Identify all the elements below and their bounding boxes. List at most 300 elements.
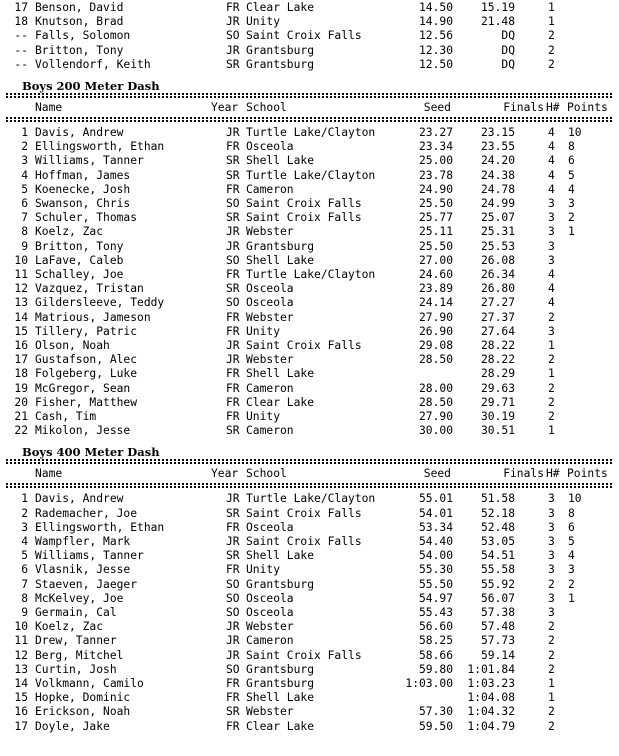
year-cell: FR — [226, 691, 240, 705]
finals-cell: 24.99 — [480, 197, 515, 210]
year-cell: SR — [226, 506, 240, 520]
finals-cell: 51.58 — [480, 492, 515, 506]
result-row — [8, 492, 619, 506]
heat-cell: 3 — [548, 239, 555, 253]
heat-cell: 3 — [548, 563, 555, 577]
heat-cell: 4 — [548, 154, 555, 168]
year-cell: FR — [226, 381, 240, 395]
finals-cell: 24.78 — [480, 182, 515, 196]
school-cell: Saint Croix Falls — [246, 339, 362, 352]
place-cell: 12 — [14, 282, 28, 296]
finals-cell: 23.15 — [480, 126, 515, 139]
result-row — [8, 578, 619, 592]
year-header: Year — [211, 101, 239, 114]
year-cell: SR — [226, 57, 240, 71]
result-row — [8, 507, 619, 521]
year-cell: FR — [226, 410, 240, 423]
section-divider — [6, 93, 612, 98]
seed-cell: 58.25 — [418, 634, 453, 648]
school-cell: Turtle Lake/Clayton — [246, 126, 376, 139]
finals-cell: 53.05 — [480, 535, 515, 548]
school-cell: Webster — [246, 310, 294, 324]
school-cell: Turtle Lake/Clayton — [246, 168, 376, 182]
heat-cell: 2 — [548, 662, 555, 676]
heat-cell: 2 — [548, 353, 555, 367]
school-cell: Grantsburg — [246, 239, 315, 253]
finals-cell: 24.38 — [480, 168, 515, 182]
place-cell: 14 — [14, 677, 28, 690]
year-header: Year — [211, 467, 239, 481]
finals-cell: 26.80 — [480, 282, 515, 296]
result-row — [8, 396, 619, 410]
finals-cell: 57.48 — [480, 620, 515, 634]
place-cell: 1 — [21, 126, 28, 139]
school-cell: Osceola — [246, 606, 294, 619]
finals-cell: 55.92 — [480, 577, 515, 591]
points-cell: 4 — [568, 549, 575, 563]
name-cell: McGregor, Sean — [35, 381, 131, 395]
seed-cell: 27.90 — [418, 310, 453, 324]
heat-cell: 1 — [548, 367, 555, 381]
result-row — [8, 705, 619, 719]
seed-cell: 12.56 — [418, 29, 453, 43]
heat-cell: 2 — [548, 57, 555, 71]
year-cell: FR — [226, 1, 240, 14]
year-cell: SO — [226, 662, 240, 676]
name-cell: Rademacher, Joe — [35, 506, 138, 520]
name-cell: Matrious, Jameson — [35, 310, 151, 324]
place-cell: 18 — [14, 15, 28, 29]
school-cell: Saint Croix Falls — [246, 29, 362, 43]
points-cell: 10 — [568, 492, 582, 506]
school-cell: Shell Lake — [246, 154, 315, 168]
result-row — [8, 169, 619, 183]
result-row — [8, 549, 619, 563]
place-cell: 6 — [21, 197, 28, 210]
name-cell: Cash, Tim — [35, 410, 97, 423]
result-row — [8, 311, 619, 325]
result-row — [8, 197, 619, 211]
school-cell: Unity — [246, 410, 281, 423]
result-row — [8, 563, 619, 577]
finals-cell: 30.51 — [480, 424, 515, 438]
result-row — [8, 254, 619, 268]
school-cell: Clear Lake — [246, 395, 315, 409]
heat-cell: 1 — [548, 15, 555, 29]
name-cell: Davis, Andrew — [35, 126, 124, 139]
finals-cell: 27.37 — [480, 310, 515, 324]
heat-cell: 1 — [548, 339, 555, 352]
result-row — [8, 521, 619, 535]
name-cell: Ellingsworth, Ethan — [35, 520, 165, 534]
result-row — [8, 691, 619, 705]
place-cell: 13 — [14, 662, 28, 676]
year-cell: SR — [226, 154, 240, 168]
seed-cell: 56.60 — [418, 620, 453, 634]
school-cell: Grantsburg — [246, 677, 315, 690]
finals-cell: 25.31 — [480, 225, 515, 239]
name-header: Name — [35, 101, 63, 114]
seed-cell: 24.14 — [418, 296, 453, 310]
result-row — [8, 15, 619, 29]
year-cell: SO — [226, 197, 240, 210]
heat-header: H# — [546, 101, 560, 114]
seed-cell: 28.50 — [418, 395, 453, 409]
finals-cell: DQ — [501, 43, 515, 57]
heat-cell: 4 — [548, 268, 555, 281]
place-cell: 4 — [21, 168, 28, 182]
finals-cell: 26.34 — [480, 268, 515, 281]
name-cell: McKelvey, Joe — [35, 591, 124, 605]
school-cell: Saint Croix Falls — [246, 648, 362, 662]
result-row — [8, 353, 619, 367]
school-cell: Saint Croix Falls — [246, 506, 362, 520]
school-cell: Shell Lake — [246, 253, 315, 267]
name-cell: Koelz, Zac — [35, 620, 104, 634]
finals-cell: 26.08 — [480, 253, 515, 267]
seed-header: Seed — [423, 101, 451, 114]
heat-cell: 3 — [548, 591, 555, 605]
result-row — [8, 268, 619, 282]
seed-cell: 55.50 — [418, 577, 453, 591]
finals-cell: 1:01.84 — [467, 662, 515, 676]
finals-cell: 28.29 — [480, 367, 515, 381]
place-cell: 18 — [14, 367, 28, 381]
finals-cell: 23.55 — [480, 140, 515, 154]
finals-cell: 28.22 — [480, 339, 515, 352]
year-cell: FR — [226, 140, 240, 154]
seed-cell: 57.30 — [418, 705, 453, 719]
finals-cell: 1:03.23 — [467, 677, 515, 690]
points-cell: 2 — [568, 211, 575, 225]
place-cell: 8 — [21, 225, 28, 239]
heat-cell: 4 — [548, 140, 555, 154]
seed-cell: 14.90 — [418, 15, 453, 29]
finals-cell: 57.38 — [480, 606, 515, 619]
heat-cell: 3 — [548, 225, 555, 239]
finals-header: Finals — [503, 467, 544, 481]
place-cell: 10 — [14, 620, 28, 634]
heat-header: H# — [546, 467, 560, 481]
heat-cell: 3 — [548, 211, 555, 225]
seed-cell: 53.34 — [418, 520, 453, 534]
name-header: Name — [35, 467, 63, 481]
year-cell: JR — [226, 353, 240, 367]
school-cell: Cameron — [246, 381, 294, 395]
heat-cell: 3 — [548, 197, 555, 210]
result-row — [8, 634, 619, 648]
school-cell: Turtle Lake/Clayton — [246, 268, 376, 281]
place-cell: 9 — [21, 606, 28, 619]
place-cell: 22 — [14, 424, 28, 438]
result-row — [8, 211, 619, 225]
finals-cell: 1:04.79 — [467, 719, 515, 733]
place-cell: 2 — [21, 506, 28, 520]
points-cell: 6 — [568, 154, 575, 168]
place-cell: 20 — [14, 395, 28, 409]
finals-cell: 28.22 — [480, 353, 515, 367]
name-cell: Erickson, Noah — [35, 705, 131, 719]
result-row — [8, 592, 619, 606]
result-row — [8, 535, 619, 549]
year-cell: FR — [226, 324, 240, 338]
school-cell: Grantsburg — [246, 57, 315, 71]
result-row — [8, 720, 619, 734]
points-cell: 3 — [568, 563, 575, 577]
year-cell: JR — [226, 239, 240, 253]
name-cell: Mikolon, Jesse — [35, 424, 131, 438]
result-row — [8, 154, 619, 168]
name-cell: Volkmann, Camilo — [35, 677, 144, 690]
name-cell: Curtin, Josh — [35, 662, 117, 676]
section-divider — [6, 483, 612, 488]
heat-cell: 2 — [548, 719, 555, 733]
points-cell: 8 — [568, 506, 575, 520]
year-cell: JR — [226, 648, 240, 662]
name-cell: Doyle, Jake — [35, 719, 110, 733]
seed-cell: 55.30 — [418, 563, 453, 577]
seed-cell: 25.50 — [418, 197, 453, 210]
heat-cell: 2 — [548, 410, 555, 423]
name-cell: Berg, Mitchel — [35, 648, 124, 662]
finals-cell: 1:04.08 — [467, 691, 515, 705]
school-cell: Webster — [246, 620, 294, 634]
seed-cell: 23.34 — [418, 140, 453, 154]
finals-cell: 15.19 — [480, 1, 515, 14]
place-cell: 6 — [21, 563, 28, 577]
result-row — [8, 410, 619, 424]
result-row — [8, 183, 619, 197]
place-cell: -- — [14, 29, 28, 43]
result-row — [8, 140, 619, 154]
place-cell: 3 — [21, 520, 28, 534]
name-cell: Vazquez, Tristan — [35, 282, 144, 296]
name-cell: Williams, Tanner — [35, 154, 144, 168]
points-cell: 1 — [568, 225, 575, 239]
year-cell: JR — [226, 15, 240, 29]
heat-cell: 2 — [548, 620, 555, 634]
finals-cell: DQ — [501, 29, 515, 43]
year-cell: SR — [226, 211, 240, 225]
year-cell: FR — [226, 677, 240, 690]
place-cell: 17 — [14, 353, 28, 367]
heat-cell: 3 — [548, 492, 555, 506]
place-cell: 17 — [14, 1, 28, 14]
finals-header: Finals — [503, 101, 544, 114]
seed-cell: 55.01 — [418, 492, 453, 506]
place-cell: -- — [14, 57, 28, 71]
year-cell: JR — [226, 535, 240, 548]
result-row — [8, 1, 619, 15]
heat-cell: 4 — [548, 182, 555, 196]
seed-cell: 54.01 — [418, 506, 453, 520]
place-cell: 14 — [14, 310, 28, 324]
seed-cell: 29.08 — [418, 339, 453, 352]
place-cell: 5 — [21, 182, 28, 196]
name-cell: Hopke, Dominic — [35, 691, 131, 705]
result-row — [8, 282, 619, 296]
result-row — [8, 382, 619, 396]
school-cell: Clear Lake — [246, 719, 315, 733]
result-row — [8, 325, 619, 339]
seed-cell: 54.97 — [418, 591, 453, 605]
year-cell: SR — [226, 549, 240, 563]
finals-cell: 30.19 — [480, 410, 515, 423]
finals-cell: 56.07 — [480, 591, 515, 605]
heat-cell: 1 — [548, 1, 555, 14]
school-header: School — [246, 467, 287, 481]
year-cell: JR — [226, 634, 240, 648]
place-cell: 16 — [14, 705, 28, 719]
year-cell: SO — [226, 296, 240, 310]
place-cell: 12 — [14, 648, 28, 662]
year-cell: FR — [226, 268, 240, 281]
seed-cell: 23.78 — [418, 168, 453, 182]
heat-cell: 3 — [548, 253, 555, 267]
year-cell: JR — [226, 43, 240, 57]
seed-cell: 24.90 — [418, 182, 453, 196]
heat-cell: 3 — [548, 506, 555, 520]
heat-cell: 2 — [548, 577, 555, 591]
result-row — [8, 126, 619, 140]
name-cell: Britton, Tony — [35, 239, 124, 253]
heat-cell: 2 — [548, 634, 555, 648]
year-cell: SO — [226, 253, 240, 267]
seed-cell: 1:03.00 — [405, 677, 453, 690]
heat-cell: 2 — [548, 705, 555, 719]
seed-cell: 28.50 — [418, 353, 453, 367]
year-cell: SR — [226, 424, 240, 438]
school-cell: Grantsburg — [246, 43, 315, 57]
event-title: Boys 200 Meter Dash — [22, 79, 160, 93]
heat-cell: 2 — [548, 43, 555, 57]
seed-cell: 25.50 — [418, 239, 453, 253]
finals-cell: 55.58 — [480, 563, 515, 577]
name-cell: Vollendorf, Keith — [35, 57, 151, 71]
place-cell: 7 — [21, 577, 28, 591]
finals-cell: 29.63 — [480, 381, 515, 395]
place-cell: 11 — [14, 634, 28, 648]
name-cell: Folgeberg, Luke — [35, 367, 138, 381]
year-cell: FR — [226, 395, 240, 409]
year-cell: JR — [226, 225, 240, 239]
result-row — [8, 225, 619, 239]
heat-cell: 3 — [548, 606, 555, 619]
school-cell: Cameron — [246, 634, 294, 648]
name-cell: Wampfler, Mark — [35, 535, 131, 548]
school-cell: Shell Lake — [246, 691, 315, 705]
heat-cell: 3 — [548, 549, 555, 563]
place-cell: 15 — [14, 691, 28, 705]
points-cell: 5 — [568, 168, 575, 182]
finals-cell: 25.53 — [480, 239, 515, 253]
name-cell: Ellingsworth, Ethan — [35, 140, 165, 154]
year-cell: FR — [226, 182, 240, 196]
school-cell: Webster — [246, 705, 294, 719]
points-header: Points — [567, 467, 608, 481]
year-cell: SR — [226, 705, 240, 719]
place-cell: 8 — [21, 591, 28, 605]
heat-cell: 3 — [548, 520, 555, 534]
name-cell: Koenecke, Josh — [35, 182, 131, 196]
name-cell: Davis, Andrew — [35, 492, 124, 506]
column-header-row — [8, 101, 619, 115]
school-cell: Turtle Lake/Clayton — [246, 492, 376, 506]
heat-cell: 2 — [548, 29, 555, 43]
result-row — [8, 677, 619, 691]
school-cell: Clear Lake — [246, 1, 315, 14]
year-cell: SR — [226, 168, 240, 182]
year-cell: SO — [226, 577, 240, 591]
points-cell: 8 — [568, 140, 575, 154]
seed-header: Seed — [423, 467, 451, 481]
finals-cell: 25.07 — [480, 211, 515, 225]
heat-cell: 2 — [548, 395, 555, 409]
school-cell: Osceola — [246, 282, 294, 296]
place-cell: 10 — [14, 253, 28, 267]
school-cell: Cameron — [246, 424, 294, 438]
result-row — [8, 606, 619, 620]
name-cell: Benson, David — [35, 1, 124, 14]
points-cell: 10 — [568, 126, 582, 139]
finals-cell: 1:04.32 — [467, 705, 515, 719]
seed-cell: 59.80 — [418, 662, 453, 676]
seed-cell: 12.30 — [418, 43, 453, 57]
seed-cell: 23.27 — [418, 126, 453, 139]
seed-cell: 14.50 — [418, 1, 453, 14]
school-cell: Unity — [246, 15, 281, 29]
heat-cell: 2 — [548, 648, 555, 662]
year-cell: FR — [226, 719, 240, 733]
points-cell: 4 — [568, 182, 575, 196]
result-row — [8, 240, 619, 254]
heat-cell: 1 — [548, 691, 555, 705]
year-cell: SR — [226, 282, 240, 296]
heat-cell: 3 — [548, 535, 555, 548]
name-cell: Falls, Solomon — [35, 29, 131, 43]
heat-cell: 2 — [548, 381, 555, 395]
name-cell: Hoffman, James — [35, 168, 131, 182]
heat-cell: 2 — [548, 310, 555, 324]
school-cell: Webster — [246, 353, 294, 367]
seed-cell: 24.60 — [418, 268, 453, 281]
place-cell: 17 — [14, 719, 28, 733]
finals-cell: 21.48 — [480, 15, 515, 29]
result-row — [8, 663, 619, 677]
seed-cell: 25.00 — [418, 154, 453, 168]
place-cell: 15 — [14, 324, 28, 338]
seed-cell: 59.50 — [418, 719, 453, 733]
finals-cell: 29.71 — [480, 395, 515, 409]
name-cell: Swanson, Chris — [35, 197, 131, 210]
year-cell: FR — [226, 310, 240, 324]
school-cell: Saint Croix Falls — [246, 535, 362, 548]
school-cell: Saint Croix Falls — [246, 211, 362, 225]
name-cell: Tillery, Patric — [35, 324, 138, 338]
points-cell: 2 — [568, 577, 575, 591]
name-cell: Koelz, Zac — [35, 225, 104, 239]
seed-cell: 54.40 — [418, 535, 453, 548]
seed-cell: 27.90 — [418, 410, 453, 423]
seed-cell: 58.66 — [418, 648, 453, 662]
event-title: Boys 400 Meter Dash — [22, 445, 160, 460]
place-cell: 7 — [21, 211, 28, 225]
place-cell: 13 — [14, 296, 28, 310]
year-cell: JR — [226, 492, 240, 506]
place-cell: 3 — [21, 154, 28, 168]
points-header: Points — [567, 101, 608, 114]
place-cell: 1 — [21, 492, 28, 506]
